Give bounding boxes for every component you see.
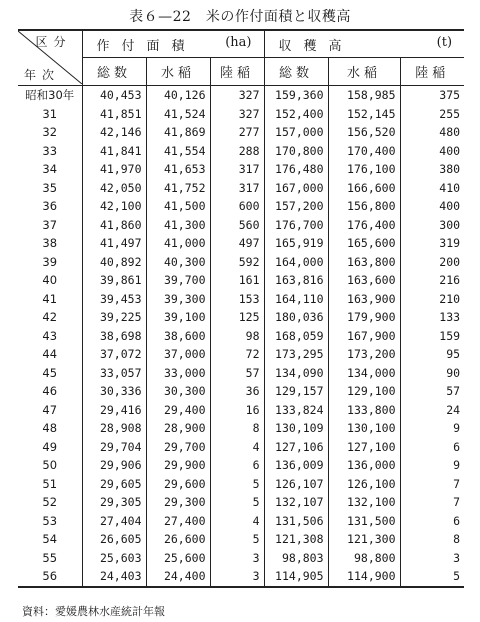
cell-area-upland: 3 [210,567,264,587]
yield-unit: (t) [436,34,453,50]
cell-area-paddy: 41,500 [146,197,210,216]
cell-yield-paddy: 167,900 [328,327,400,346]
subheader-yield-total: 総数 [264,58,328,86]
cell-yield-paddy: 114,900 [328,567,400,587]
cell-year: 34 [42,162,58,177]
cell-yield-paddy: 163,800 [328,253,400,272]
corner-label-category: 区分 [35,35,72,49]
cell-year: 44 [42,347,58,362]
table-row [18,401,464,420]
table-row [18,493,464,512]
cell-yield-total: 114,905 [264,567,328,587]
cell-year: 32 [42,125,58,140]
table-row [18,438,464,457]
cell-area-upland: 161 [210,271,264,290]
cell-area-paddy: 41,554 [146,142,210,161]
cell-area-total: 24,403 [82,567,146,587]
cell-year: 46 [42,384,58,399]
cell-area-total: 42,100 [82,197,146,216]
table-row [18,290,464,309]
cell-area-upland: 5 [210,530,264,549]
cell-area-upland: 4 [210,438,264,457]
table-title: 表６—22 米の作付面積と収穫高 [129,9,351,25]
cell-yield-paddy: 165,600 [328,234,400,253]
cell-area-upland: 36 [210,382,264,401]
cell-year: 40 [42,273,58,288]
cell-yield-paddy: 163,600 [328,271,400,290]
cell-yield-upland: 6 [400,438,464,457]
table-body [18,86,464,587]
cell-yield-upland: 5 [400,567,464,587]
cell-year: 55 [42,550,58,565]
area-group-label: 作付面積 [96,38,197,54]
source-note: 資料：愛媛農林水産統計年報 [22,605,165,618]
cell-yield-upland: 8 [400,530,464,549]
cell-area-upland: 57 [210,364,264,383]
cell-area-total: 39,453 [82,290,146,309]
cell-area-paddy: 41,300 [146,216,210,235]
cell-year: 37 [42,217,58,232]
cell-year: 52 [42,495,58,510]
cell-yield-upland: 7 [400,493,464,512]
cell-yield-total: 164,000 [264,253,328,272]
cell-area-upland: 8 [210,419,264,438]
table-row [18,345,464,364]
cell-year: 50 [42,458,58,473]
cell-area-upland: 327 [210,86,264,105]
cell-area-total: 41,841 [82,142,146,161]
cell-yield-paddy: 98,800 [328,549,400,568]
cell-area-upland: 288 [210,142,264,161]
cell-yield-paddy: 127,100 [328,438,400,457]
cell-year: 49 [42,439,58,454]
cell-yield-upland: 400 [400,142,464,161]
subheader-area-total: 総数 [82,58,146,86]
cell-area-paddy: 39,100 [146,308,210,327]
table-row [18,456,464,475]
cell-yield-total: 130,109 [264,419,328,438]
cell-area-upland: 153 [210,290,264,309]
yield-group-label: 収穫高 [278,38,354,54]
cell-area-total: 25,603 [82,549,146,568]
cell-area-paddy: 41,869 [146,123,210,142]
cell-yield-total: 127,106 [264,438,328,457]
cell-area-paddy: 39,300 [146,290,210,309]
cell-area-total: 39,225 [82,308,146,327]
cell-area-upland: 5 [210,493,264,512]
cell-yield-upland: 95 [400,345,464,364]
cell-yield-total: 173,295 [264,345,328,364]
cell-yield-upland: 210 [400,290,464,309]
table-row [18,419,464,438]
cell-year: 48 [42,421,58,436]
cell-yield-total: 168,059 [264,327,328,346]
corner-header-cell [18,30,82,86]
cell-area-paddy: 29,400 [146,401,210,420]
cell-yield-paddy: 179,900 [328,308,400,327]
cell-year: 42 [42,310,58,325]
cell-yield-upland: 200 [400,253,464,272]
cell-area-total: 39,861 [82,271,146,290]
cell-area-paddy: 41,524 [146,105,210,124]
table-row [18,308,464,327]
corner-label-year: 年次 [24,68,61,82]
cell-area-upland: 3 [210,549,264,568]
cell-yield-total: 170,800 [264,142,328,161]
cell-area-total: 37,072 [82,345,146,364]
cell-area-upland: 98 [210,327,264,346]
cell-yield-paddy: 152,145 [328,105,400,124]
cell-yield-total: 98,803 [264,549,328,568]
cell-yield-total: 152,400 [264,105,328,124]
cell-yield-total: 165,919 [264,234,328,253]
cell-yield-upland: 57 [400,382,464,401]
cell-yield-upland: 90 [400,364,464,383]
cell-yield-paddy: 176,100 [328,160,400,179]
cell-area-upland: 6 [210,456,264,475]
cell-area-upland: 327 [210,105,264,124]
cell-area-paddy: 27,400 [146,512,210,531]
cell-yield-paddy: 176,400 [328,216,400,235]
cell-area-upland: 5 [210,475,264,494]
table-row [18,475,464,494]
table-row [18,382,464,401]
table-row [18,160,464,179]
cell-yield-total: 132,107 [264,493,328,512]
cell-year: 31 [42,106,58,121]
cell-year: 43 [42,328,58,343]
yield-group-header [264,30,464,58]
cell-yield-total: 134,090 [264,364,328,383]
cell-area-total: 42,146 [82,123,146,142]
cell-area-upland: 317 [210,179,264,198]
cell-area-paddy: 29,300 [146,493,210,512]
cell-area-paddy: 26,600 [146,530,210,549]
cell-yield-paddy: 133,800 [328,401,400,420]
cell-yield-total: 157,000 [264,123,328,142]
table-row [18,327,464,346]
cell-yield-total: 159,360 [264,86,328,105]
cell-yield-upland: 3 [400,549,464,568]
cell-area-paddy: 29,700 [146,438,210,457]
cell-yield-upland: 375 [400,86,464,105]
table-row [18,86,464,105]
cell-area-total: 29,416 [82,401,146,420]
cell-year: 昭和30年 [25,88,75,103]
subheader-yield-paddy: 水稲 [328,58,400,86]
cell-area-total: 28,908 [82,419,146,438]
cell-yield-total: 163,816 [264,271,328,290]
cell-yield-paddy: 134,000 [328,364,400,383]
cell-area-paddy: 40,126 [146,86,210,105]
cell-area-upland: 317 [210,160,264,179]
cell-yield-paddy: 131,500 [328,512,400,531]
cell-year: 56 [18,567,82,587]
cell-yield-upland: 380 [400,160,464,179]
table-row [18,234,464,253]
cell-yield-paddy: 166,600 [328,179,400,198]
cell-yield-upland: 24 [400,401,464,420]
cell-area-paddy: 39,700 [146,271,210,290]
cell-area-total: 41,851 [82,105,146,124]
cell-area-total: 41,497 [82,234,146,253]
cell-yield-total: 157,200 [264,197,328,216]
table-row [18,142,464,161]
cell-area-upland: 277 [210,123,264,142]
table-row [18,179,464,198]
cell-year: 54 [42,532,58,547]
cell-yield-paddy: 121,300 [328,530,400,549]
cell-area-paddy: 29,900 [146,456,210,475]
cell-yield-total: 126,107 [264,475,328,494]
table-row [18,512,464,531]
cell-yield-upland: 300 [400,216,464,235]
cell-yield-upland: 410 [400,179,464,198]
cell-yield-upland: 6 [400,512,464,531]
table-row [18,271,464,290]
cell-area-total: 40,453 [82,86,146,105]
cell-area-paddy: 38,600 [146,327,210,346]
cell-yield-upland: 216 [400,271,464,290]
cell-area-upland: 16 [210,401,264,420]
cell-area-total: 29,906 [82,456,146,475]
rice-statistics-table [18,29,464,588]
cell-yield-total: 176,700 [264,216,328,235]
cell-area-total: 29,704 [82,438,146,457]
cell-area-total: 40,892 [82,253,146,272]
cell-yield-paddy: 126,100 [328,475,400,494]
cell-yield-total: 133,824 [264,401,328,420]
table-row [18,253,464,272]
cell-year: 53 [42,513,58,528]
cell-area-total: 29,605 [82,475,146,494]
table-row [18,567,464,587]
cell-yield-paddy: 163,900 [328,290,400,309]
cell-area-total: 41,860 [82,216,146,235]
cell-year: 41 [42,291,58,306]
area-unit: (ha) [225,34,252,50]
cell-yield-total: 121,308 [264,530,328,549]
cell-yield-upland: 480 [400,123,464,142]
cell-area-total: 27,404 [82,512,146,531]
cell-year: 45 [42,365,58,380]
cell-year: 33 [42,143,58,158]
cell-yield-paddy: 132,100 [328,493,400,512]
cell-yield-paddy: 158,985 [328,86,400,105]
cell-area-upland: 4 [210,512,264,531]
cell-area-upland: 592 [210,253,264,272]
cell-yield-upland: 9 [400,419,464,438]
cell-area-total: 29,305 [82,493,146,512]
cell-yield-upland: 400 [400,197,464,216]
cell-yield-paddy: 136,000 [328,456,400,475]
subheader-area-upland: 陸稲 [210,58,264,86]
cell-area-paddy: 25,600 [146,549,210,568]
cell-yield-paddy: 129,100 [328,382,400,401]
table-row [18,105,464,124]
cell-yield-paddy: 130,100 [328,419,400,438]
cell-area-upland: 72 [210,345,264,364]
area-group-header [82,30,264,58]
cell-yield-total: 180,036 [264,308,328,327]
cell-area-upland: 497 [210,234,264,253]
subheader-yield-upland: 陸稲 [400,58,464,86]
table-row [18,549,464,568]
cell-year: 38 [42,236,58,251]
cell-yield-upland: 9 [400,456,464,475]
cell-year: 35 [42,180,58,195]
cell-yield-upland: 159 [400,327,464,346]
cell-area-total: 33,057 [82,364,146,383]
cell-area-upland: 600 [210,197,264,216]
cell-yield-total: 131,506 [264,512,328,531]
cell-area-upland: 560 [210,216,264,235]
cell-yield-total: 164,110 [264,290,328,309]
cell-yield-upland: 133 [400,308,464,327]
cell-year: 36 [42,199,58,214]
cell-area-upland: 125 [210,308,264,327]
cell-area-paddy: 40,300 [146,253,210,272]
cell-area-total: 38,698 [82,327,146,346]
subheader-area-paddy: 水稲 [146,58,210,86]
cell-yield-upland: 7 [400,475,464,494]
cell-year: 51 [42,476,58,491]
cell-area-paddy: 29,600 [146,475,210,494]
cell-area-paddy: 41,000 [146,234,210,253]
cell-yield-paddy: 170,400 [328,142,400,161]
cell-year: 39 [42,254,58,269]
table-row [18,123,464,142]
cell-area-paddy: 24,400 [146,567,210,587]
cell-area-total: 41,970 [82,160,146,179]
cell-yield-upland: 319 [400,234,464,253]
cell-yield-upland: 255 [400,105,464,124]
cell-yield-total: 167,000 [264,179,328,198]
cell-area-paddy: 41,752 [146,179,210,198]
cell-area-total: 42,050 [82,179,146,198]
table-row [18,530,464,549]
cell-area-paddy: 33,000 [146,364,210,383]
cell-yield-paddy: 173,200 [328,345,400,364]
table-row [18,216,464,235]
cell-year: 47 [42,402,58,417]
cell-area-total: 26,605 [82,530,146,549]
cell-area-paddy: 30,300 [146,382,210,401]
cell-yield-total: 129,157 [264,382,328,401]
cell-area-paddy: 41,653 [146,160,210,179]
cell-area-paddy: 37,000 [146,345,210,364]
cell-yield-paddy: 156,520 [328,123,400,142]
table-row [18,197,464,216]
cell-yield-total: 176,480 [264,160,328,179]
cell-area-total: 30,336 [82,382,146,401]
cell-area-paddy: 28,900 [146,419,210,438]
cell-yield-total: 136,009 [264,456,328,475]
cell-yield-paddy: 156,800 [328,197,400,216]
table-row [18,364,464,383]
